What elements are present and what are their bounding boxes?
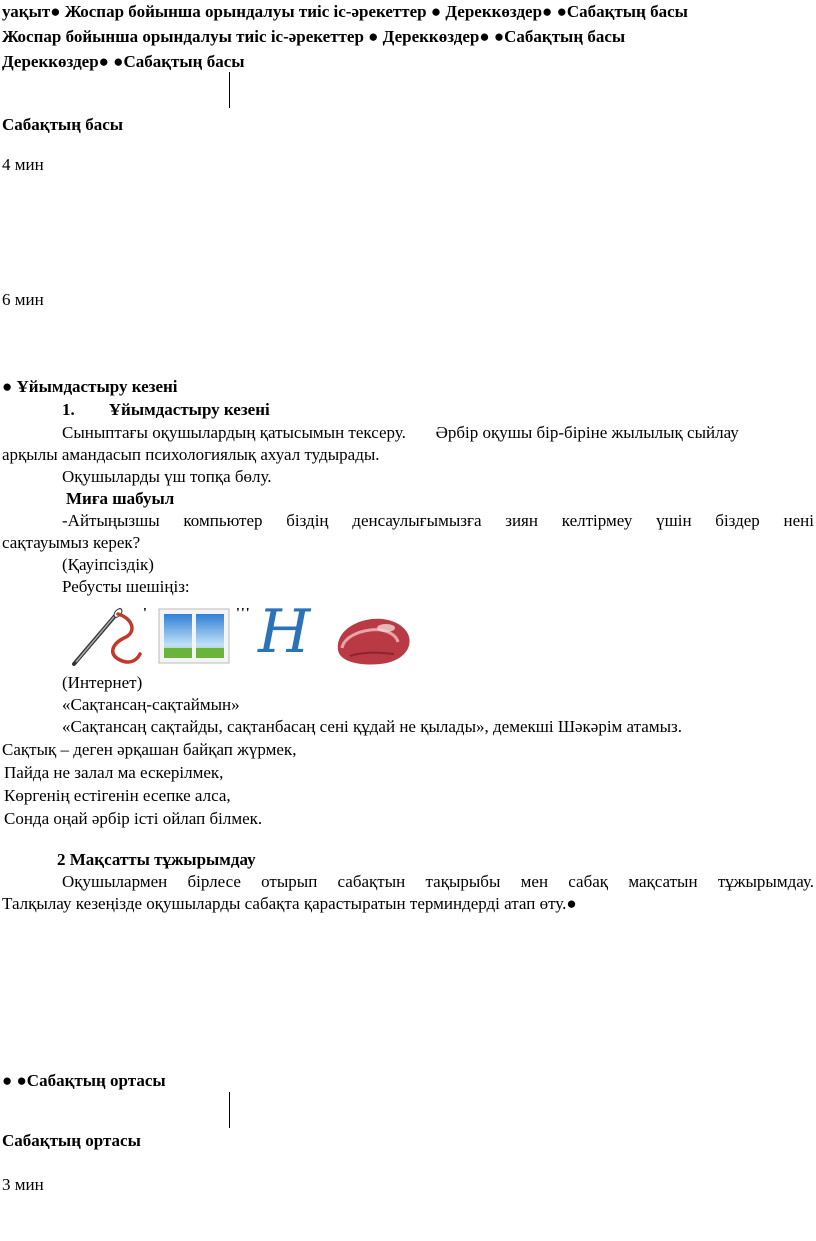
goal-heading: 2 Мақсатты тұжырымдау	[57, 850, 256, 869]
bullet-heading: ● ●Сабақтың ортасы	[2, 1071, 166, 1090]
paragraph: Сыныптағы оқушылардың қатысымын тексеру. Әрбір оқушы бір-біріне жылылық сыйлау	[62, 423, 739, 442]
paragraph: Оқушыларды үш топқа бөлу.	[62, 467, 272, 486]
time-label: 6 мин	[2, 290, 44, 309]
poem-line: Көргенің естігенін есепке алса,	[4, 786, 231, 805]
meat-icon	[332, 608, 414, 668]
answer: (Қауіпсіздік)	[62, 555, 154, 574]
goal-text: Оқушылармен бірлесе отырып сабақтын тақырыбы мен сабақ мақсатын тұжырымдау.	[62, 872, 814, 891]
needle-thread-icon	[68, 604, 148, 670]
poem-line: Пайда не залал ма ескерілмек,	[4, 763, 224, 782]
header-line-2: Жоспар бойынша орындалуы тиіс іс-әрекеттер ● Дереккөздер● ●Сабақтың басы	[2, 27, 626, 46]
time-label: 4 мин	[2, 155, 44, 174]
section-title: Сабақтың басы	[2, 115, 124, 134]
bullet-heading: ● Ұйымдастыру кезені	[2, 377, 178, 396]
answer: (Интернет)	[62, 673, 143, 692]
numbered-heading: 1. Ұйымдастыру кезені	[62, 400, 270, 419]
quote-title: «Сақтансаң-сақтаймын»	[62, 695, 240, 714]
window-icon	[158, 608, 230, 664]
quote: «Сақтансаң сақтайды, сақтанбасаң сені құдай не қылады», демекші Шәкәрім атамыз.	[62, 717, 682, 736]
rebus-prompt: Ребусты шешіңіз:	[62, 577, 190, 596]
goal-text: Талқылау кезеңізде оқушыларды сабақта қарастыратын терминдерді атап өту.●	[2, 894, 577, 913]
section-title: Сабақтың ортасы	[2, 1131, 141, 1150]
question: -Айтыңызшы компьютер біздің денсаулығымызға зиян келтірмеу үшін біздер нені	[62, 511, 814, 530]
letter-h-image: Н	[258, 597, 311, 667]
header-line-3: Дереккөздер● ●Сабақтың басы	[2, 52, 245, 71]
paragraph: арқылы амандасып психологиялық ахуал тудырады.	[2, 445, 380, 464]
header-line-1: уақыт● Жоспар бойынша орындалуы тиіс іс-әрекеттер ● Дереккөздер● ●Сабақтың басы	[2, 2, 688, 21]
table-divider	[229, 1092, 230, 1128]
table-divider	[229, 72, 230, 108]
poem-line: Сонда оңай әрбір істі ойлап білмек.	[4, 809, 263, 828]
rebus-mark: '	[143, 606, 147, 621]
subheading: Миға шабуыл	[66, 489, 175, 508]
time-label: 3 мин	[2, 1175, 44, 1194]
question: сақтауымыз керек?	[2, 533, 141, 552]
poem-line: Сақтық – деген әрқашан байқап жүрмек,	[2, 740, 297, 759]
rebus-mark: '''	[236, 606, 251, 621]
